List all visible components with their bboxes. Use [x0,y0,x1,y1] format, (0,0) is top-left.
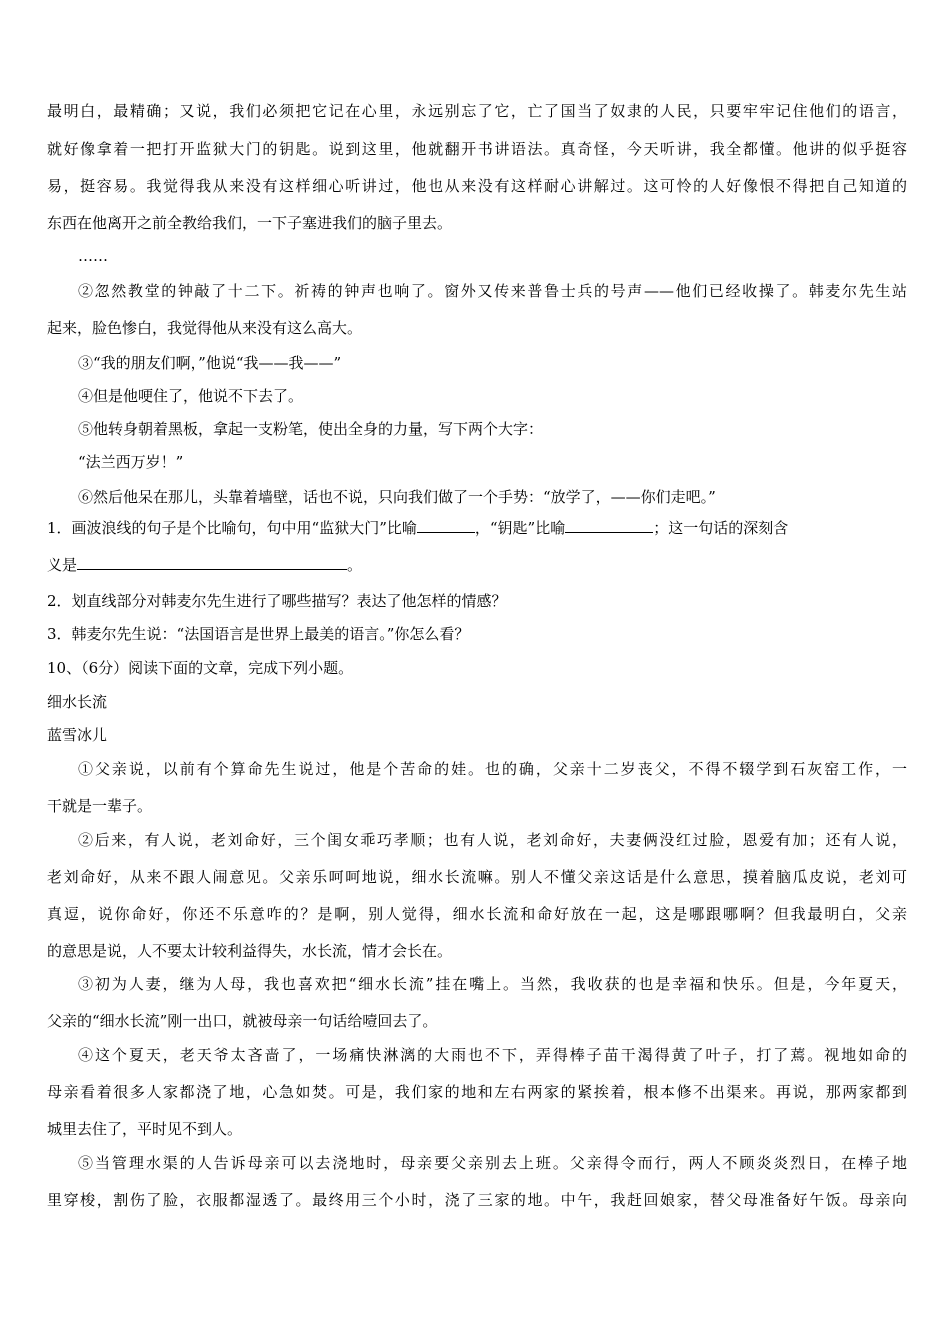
question-1-line-2 [47,555,907,575]
article-line: 老刘命好，从来不跟人闹意见。父亲乐呵呵地说，细水长流嘛。别人不懂父亲这话是什么意思，摸着脑瓜皮说，老刘可 [47,868,907,886]
article-line: 城里去住了，平时见不到人。 [47,1120,243,1138]
article-paragraph-4: ④这个夏天，老天爷太吝啬了，一场痛快淋漓的大雨也不下，弄得棒子苗干渴得黄了叶子，打了蔫。视地如命的 [78,1046,907,1064]
article-line: 里穿梭，割伤了脸，衣服都湿透了。最终用三个小时，浇了三家的地。中午，我赶回娘家，替父母准备好午饭。母亲向 [47,1191,907,1209]
section-10-heading: 10、（6分）阅读下面的文章，完成下列小题。 [47,659,354,677]
passage-line: 最明白，最精确；又说，我们必须把它记在心里，永远别忘了它，亡了国当了奴隶的人民，只要牢牢记住他们的语言， [47,102,907,120]
answer-blank-3[interactable] [77,555,347,570]
question-1-text: ；这一句话的深刻含 [653,519,789,537]
passage-line: 起来，脸色惨白，我觉得他从来没有这么高大。 [47,319,363,337]
passage-paragraph-4: ④但是他哽住了，他说不下去了。 [78,387,304,405]
article-line: 的意思是说，人不要太计较利益得失，水长流，情才会长在。 [47,942,453,960]
article-line: 父亲的“细水长流”刚一出口，就被母亲一句话给噎回去了。 [47,1012,438,1030]
question-1-text: ，“钥匙”比喻 [474,519,566,537]
question-1 [47,518,907,538]
article-paragraph-2: ②后来，有人说，老刘命好，三个闺女乖巧孝顺；也有人说，老刘命好，夫妻俩没红过脸，恩爱有加；还有人说， [78,831,907,849]
answer-blank-2[interactable] [565,518,653,533]
article-line: 真逗，说你命好，你还不乐意咋的？是啊，别人觉得，细水长流和命好放在一起，这是哪跟哪啊？但我最明白，父亲 [47,905,907,923]
question-1-text: 1．画波浪线的句子是个比喻句，句中用“监狱大门”比喻 [47,519,417,537]
article-paragraph-1: ①父亲说，以前有个算命先生说过，他是个苦命的娃。也的确，父亲十二岁丧父，不得不辍学到石灰窑工作，一 [78,760,907,778]
article-author: 蓝雪冰儿 [47,726,108,744]
article-title: 细水长流 [47,693,108,711]
article-line: 干就是一辈子。 [47,797,153,815]
passage-line: 易，挺容易。我觉得我从来没有这样细心听讲过，他也从来没有这样耐心讲解过。这可怜的人好像恨不得把自己知道的 [47,177,907,195]
question-3: 3．韩麦尔先生说：“法国语言是世界上最美的语言。”你怎么看？ [47,625,470,643]
passage-paragraph-2: ②忽然教堂的钟敲了十二下。祈祷的钟声也响了。窗外又传来普鲁士兵的号声——他们已经收操了。韩麦尔先生站 [78,282,907,300]
question-2: 2．划直线部分对韩麦尔先生进行了哪些描写？表达了他怎样的情感？ [47,592,507,610]
passage-line: 东西在他离开之前全教给我们，一下子塞进我们的脑子里去。 [47,214,453,232]
blackboard-quote: “法兰西万岁！” [78,453,184,471]
passage-paragraph-3: ③“我的朋友们啊，”他说“我——我——” [78,354,342,372]
article-paragraph-3: ③初为人妻，继为人母，我也喜欢把“细水长流”挂在嘴上。当然，我收获的也是幸福和快乐。但是，今年夏天， [78,975,907,993]
article-line: 母亲看着很多人家都浇了地，心急如焚。可是，我们家的地和左右两家的紧挨着，根本修不出渠来。再说，那两家都到 [47,1083,907,1101]
passage-paragraph-5: ⑤他转身朝着黑板，拿起一支粉笔，使出全身的力量，写下两个大字： [78,420,544,438]
question-1-text: 义是 [47,556,78,574]
article-paragraph-5: ⑤当管理水渠的人告诉母亲可以去浇地时，母亲要父亲别去上班。父亲得令而行，两人不顾炎炎烈日，在棒子地 [78,1154,907,1172]
question-1-text: 。 [347,556,363,574]
answer-blank-1[interactable] [417,518,475,533]
ellipsis: …… [78,247,108,265]
passage-line: 就好像拿着一把打开监狱大门的钥匙。说到这里，他就翻开书讲语法。真奇怪，今天听讲，我全都懂。他讲的似乎挺容 [47,140,907,158]
passage-paragraph-6: ⑥然后他呆在那儿，头靠着墙壁，话也不说，只向我们做了一个手势：“放学了，——你们走吧。” [78,488,716,506]
